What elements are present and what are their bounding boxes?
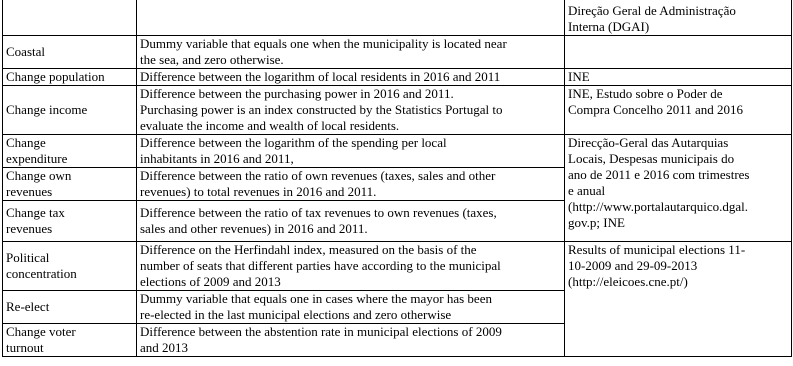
variable-name: Change own revenues	[6, 168, 72, 199]
description-cell	[137, 168, 565, 201]
table-row	[3, 0, 792, 36]
table-cell	[137, 0, 565, 36]
description-cell	[137, 324, 565, 357]
variable-description: Difference between the abstention rate in municipal elections of 2009 and 2013	[140, 324, 502, 355]
source-text: Direcção-Geral das Autarquias Locais, Despesas municipais do ano de 2011 e 2016 com trimestres e anual (http://www.portalautarquico.dgal. gov.p; INE	[568, 135, 750, 230]
description-cell	[137, 86, 565, 135]
variable-name: Change voter turnout	[6, 324, 76, 355]
source-cell-text: Direção Geral de Administração Interna (DGAI)	[568, 3, 736, 34]
table-cell	[3, 0, 137, 36]
variable-cell	[3, 135, 137, 168]
source-cell	[565, 36, 792, 69]
source-cell	[565, 135, 792, 242]
variable-description: Difference between the logarithm of local residents in 2016 and 2011	[140, 69, 501, 84]
table-row	[3, 69, 792, 86]
variable-name: Coastal	[6, 44, 45, 59]
variable-cell	[3, 36, 137, 69]
variable-cell	[3, 201, 137, 242]
source-text: INE, Estudo sobre o Poder de Compra Concelho 2011 and 2016	[568, 86, 743, 117]
variable-cell	[3, 291, 137, 324]
source-cell	[565, 86, 792, 135]
description-cell	[137, 201, 565, 242]
source-text: Results of municipal elections 11- 10-2009 and 29-09-2013 (http://eleicoes.cne.pt/)	[568, 242, 746, 289]
variable-description: Dummy variable that equals one when the municipality is located near the sea, and zero otherwise.	[140, 36, 507, 67]
description-cell	[137, 291, 565, 324]
variable-cell	[3, 86, 137, 135]
variable-description: Difference between the ratio of tax revenues to own revenues (taxes, sales and other revenues) in 2016 and 2011.	[140, 205, 497, 236]
table-row	[3, 242, 792, 291]
source-cell	[565, 242, 792, 357]
variable-name: Change tax revenues	[6, 205, 65, 236]
table-row	[3, 86, 792, 135]
table-row	[3, 135, 792, 168]
table-cell	[565, 0, 792, 36]
variable-description: Difference on the Herfindahl index, measured on the basis of the number of seats that different parties have according to the municipal elections of 2009 and 2013	[140, 242, 501, 289]
variable-name: Change expenditure	[6, 135, 68, 166]
source-cell	[565, 69, 792, 86]
description-cell	[137, 36, 565, 69]
source-text: INE	[568, 69, 590, 84]
variable-description: Dummy variable that equals one in cases where the mayor has been re-elected in the last municipal elections and zero otherwise	[140, 291, 492, 322]
variable-cell	[3, 242, 137, 291]
variable-description: Difference between the logarithm of the spending per local inhabitants in 2016 and 2011,	[140, 135, 447, 166]
variable-description: Difference between the ratio of own revenues (taxes, sales and other revenues) to total revenues in 2016 and 2011.	[140, 168, 496, 199]
variable-cell	[3, 168, 137, 201]
table-row	[3, 36, 792, 69]
description-cell	[137, 242, 565, 291]
variable-cell	[3, 69, 137, 86]
variable-name: Change population	[6, 69, 105, 84]
description-cell	[137, 69, 565, 86]
variable-description: Difference between the purchasing power in 2016 and 2011. Purchasing power is an index constructed by the Statistics Portugal to evaluate the income and wealth of local residents.	[140, 86, 503, 133]
description-cell	[137, 135, 565, 168]
variable-name: Re-elect	[6, 299, 50, 314]
variable-name: Change income	[6, 102, 88, 117]
variable-name: Political concentration	[6, 250, 77, 281]
variable-cell	[3, 324, 137, 357]
variables-table	[2, 0, 792, 357]
